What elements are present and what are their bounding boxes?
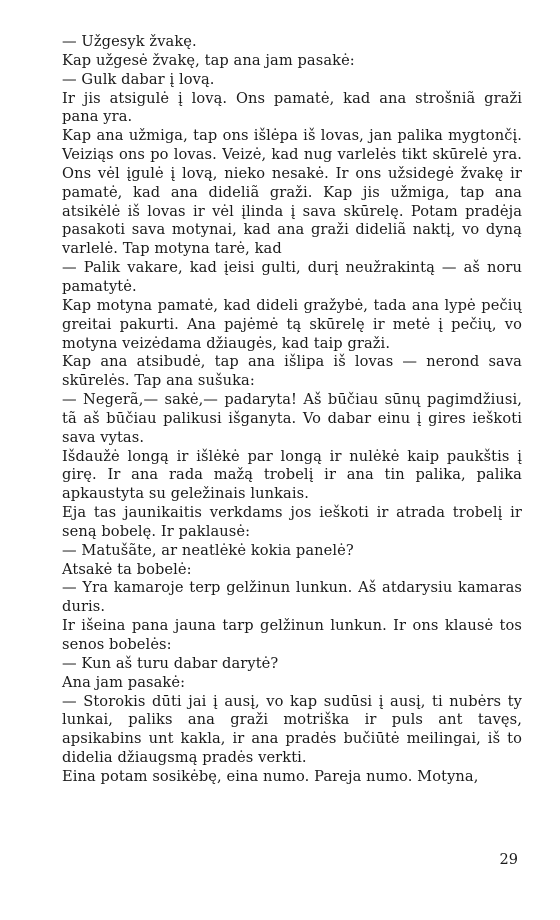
paragraph: Išdaužė longą ir išlėkė par longą ir nulėkė kaip paukštis į girę. Ir ana rada mažą trobelį ir ana tin palika, palika apkaustyta su geležinais lunkais. <box>62 447 522 503</box>
paragraph: Kap motyna pamatė, kad dideli gražybė, tada ana lypė pečių greitai pakurti. Ana pajėmė tą skūrelę ir metė į pečių, vo motyna veizėdama džiaugės, kad taip graži. <box>62 296 522 352</box>
paragraph: — Gulk dabar į lovą. <box>62 70 215 88</box>
paragraph: Ana jam pasakė: <box>62 673 186 691</box>
page-number: 29 <box>499 852 518 868</box>
paragraph: Atsakė ta bobelė: <box>62 560 192 578</box>
paragraph: — Matušãte, ar neatlėkė kokia panelė? <box>62 541 354 559</box>
paragraph: — Yra kamaroje terp gelžinun lunkun. Aš atdarysiu kamaras duris. <box>62 579 522 616</box>
paragraph: Kap užgesė žvakę, tap ana jam pasakė: <box>62 51 355 69</box>
paragraph: Kap ana atsibudė, tap ana išlipa iš lovas — nerond sava skūrelės. Tap ana sušuka: <box>62 353 522 390</box>
paragraph: — Užgesyk žvakę. <box>62 33 197 50</box>
paragraph: Ir išeina pana jauna tarp gelžinun lunkun. Ir ons klausė tos senos bobelės: <box>62 617 522 653</box>
paragraph: Ir jis atsigulė į lovą. Ons pamatė, kad ana strošniã graži pana yra. <box>62 89 522 126</box>
paragraph: Eja tas jaunikaitis verkdams jos ieškoti ir atrada trobelį ir seną bobelę. Ir paklausė: <box>62 504 522 540</box>
paragraph: — Kun aš turu dabar darytė? <box>62 654 279 672</box>
paragraph: — Palik vakare, kad įeisi gulti, durį neužrakintą — aš noru pamatytė. <box>62 259 522 295</box>
paragraph: — Negerã,— sakė,— padaryta! Aš būčiau sūnų pagimdžiusi, tã aš būčiau palikusi išganyta. Vo dabar einu į gires ieškoti sava vytas. <box>62 391 522 446</box>
body-text <box>62 33 522 787</box>
paragraph: — Storokis dūti jai į ausį, vo kap sudūsi į ausį, ti nubėrs ty lunkai, paliks ana graži motriška ir puls ant tavęs, apsikabins unt kakla, ir ana pradės bučiūtė meilingai, iš to didelia džiaugsmą pradės verkti. <box>62 692 522 767</box>
paragraph: Eina potam sosikėbę, eina numo. Pareja numo. Motyna, <box>62 767 479 785</box>
paragraph: Kap ana užmiga, tap ons išlėpa iš lovas, jan palika mygtončį. Veiziąs ons po lovas. Veizė, kad nug varlelės tikt skūrelė yra. Ons vėl įgulė į lovą, nieko nesakė. Ir ons užsidegė žvakę ir pamatė, kad ana dideliã graži. Kap jis užmiga, tap ana atsikėlė iš lovas ir vėl įlinda į sava skūrelę. Potam pradėja pasakoti sava motynai, kad ana graži dideliã naktį, vo dyną varlelė. Tap motyna tarė, kad <box>62 127 522 258</box>
